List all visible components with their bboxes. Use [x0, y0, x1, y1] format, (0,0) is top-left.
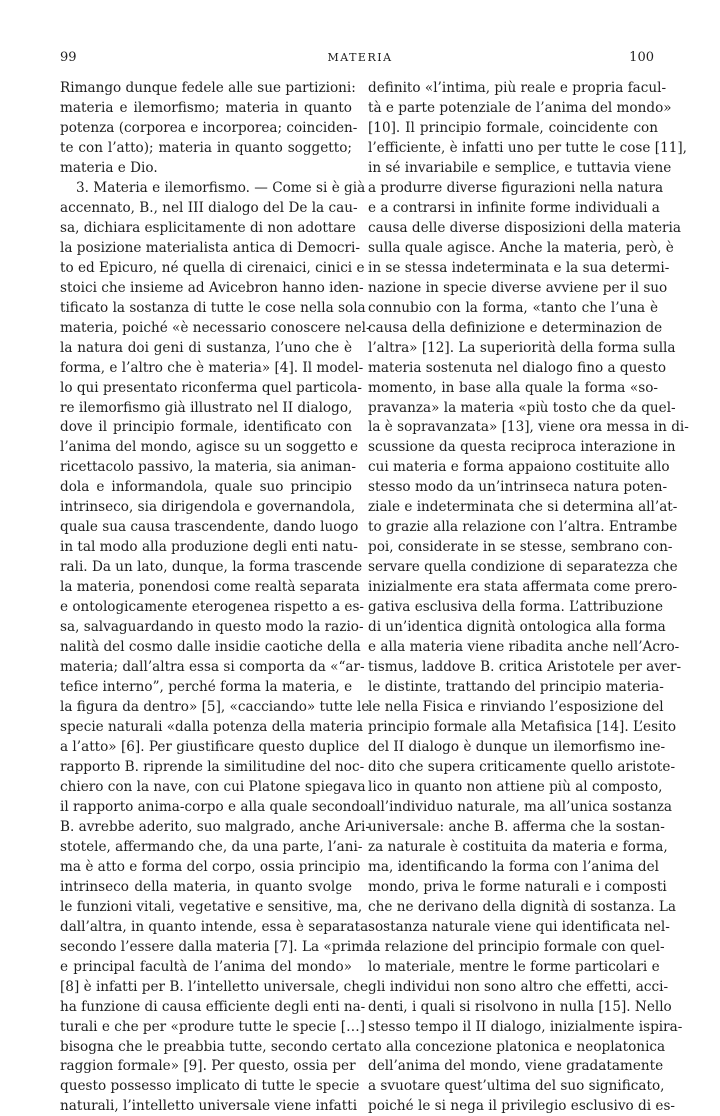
text-line: sulla quale agisce. Anche la materia, però, è	[368, 239, 674, 256]
text-line: mondo, priva le forme naturali e i composti	[368, 878, 667, 895]
text-line: tefice interno”, perché forma la materia, e	[60, 679, 353, 696]
text-line: denti, i quali si risolvono in nulla [15]. Nello	[368, 998, 672, 1015]
text-line: la relazione del principio formale con quel-	[368, 938, 665, 955]
text-line: pravanza» la materia «più tosto che da quel-	[368, 399, 676, 416]
text-line: nalità del cosmo dalle insidie caotiche della	[60, 639, 361, 656]
text-line: secondo l’essere dalla materia [7]. La «prima	[60, 938, 373, 955]
text-line: in tal modo alla produzione degli enti natu-	[60, 539, 358, 556]
text-line: turali e che per «produre tutte le specie […]	[60, 1018, 365, 1035]
running-head: MATERIA	[327, 51, 393, 64]
text-line: le distinte, trattando del principio materia-	[368, 679, 664, 696]
text-line: causa delle diverse disposizioni della materia	[368, 219, 681, 236]
text-line: scussione da questa reciproca interazione in	[368, 439, 676, 456]
text-line: il rapporto anima-corpo e alla quale secondo	[60, 798, 369, 815]
text-line: l’altra» [12]. La superiorità della forma sulla	[368, 339, 676, 356]
text-line: in se stessa indeterminata e la sua determi-	[368, 259, 670, 276]
text-line: inizialmente era stata affermata come prero-	[368, 579, 678, 596]
text-line: to alla concezione platonica e neoplatonica	[368, 1038, 666, 1055]
text-line: gli individui non sono altro che effetti, acci-	[368, 978, 669, 995]
text-line: intrinseco, sia dirigendola e governandola,	[60, 499, 356, 516]
text-line: rali. Da un lato, dunque, la forma trascende	[60, 559, 363, 576]
text-line: causa della definizione e determinazion de	[368, 319, 663, 336]
text-line: bisogna che le preabbia tutte, secondo certa	[60, 1038, 368, 1055]
text-line: lo qui presentato riconferma quel particola-	[60, 379, 362, 396]
text-line: servare quella condizione di separatezza che	[368, 559, 678, 576]
text-line: l’anima del mondo, agisce su un soggetto e	[60, 439, 359, 456]
text-line: nazione in specie diverse avviene per il suo	[368, 279, 668, 296]
text-line: lico in quanto non attiene più al composto,	[368, 778, 663, 795]
text-line: le funzioni vitali, vegetative e sensitive, ma,	[60, 898, 363, 915]
text-line: momento, in base alla quale la forma «so-	[368, 379, 658, 396]
text-line: questo possesso implicato di tutte le specie	[60, 1078, 360, 1095]
text-line: raggion formale» [9]. Per questo, ossia per	[60, 1058, 356, 1075]
text-line: za naturale è costituita da materia e forma,	[368, 838, 668, 855]
text-line: la materia, ponendosi come realtà separata	[60, 579, 360, 596]
right-text-column	[368, 78, 689, 1115]
text-line: poi, considerate in se stesse, sembrano con-	[368, 539, 673, 556]
text-line: la natura doi geni di sustanza, l’uno che è	[60, 339, 352, 356]
text-line: [8] è infatti per B. l’intelletto universale, che	[60, 978, 369, 995]
text-line: principio formale alla Metafisica [14]. L’esito	[368, 719, 677, 735]
text-line: connubio con la forma, «tanto che l’una è	[368, 299, 658, 316]
text-line: re ilemorfismo già illustrato nel II dialogo,	[60, 399, 353, 416]
text-line: Rimango dunque fedele alle sue partizioni:	[60, 80, 356, 96]
text-line: in sé invariabile e semplice, e tuttavia viene	[368, 159, 672, 176]
text-line: sa, salvaguardando in questo modo la razio-	[60, 619, 364, 636]
text-line: dito che supera criticamente quello aristote-	[368, 758, 676, 775]
text-line: potenza (corporea e incorporea; coinciden-	[60, 119, 358, 136]
text-line: a l’atto» [6]. Per giustificare questo duplice	[60, 738, 360, 755]
text-line: [10]. Il principio formale, coincidente con	[368, 119, 658, 136]
text-line: dell’anima del mondo, viene gradatamente	[368, 1058, 664, 1075]
text-line: accennato, B., nel III dialogo del De la cau-	[60, 199, 358, 216]
text-line: del II dialogo è dunque un ilemorfismo ine-	[368, 738, 666, 755]
text-line: stesso modo da un’intrinseca natura poten-	[368, 479, 668, 496]
text-line: di un’identica dignità ontologica alla forma	[368, 619, 666, 636]
text-line: te con l’atto); materia in quanto soggetto;	[60, 139, 352, 156]
text-line: e principal facultà de l’anima del mondo»	[60, 958, 352, 975]
text-line: definito «l’intima, più reale e propria facul-	[368, 80, 667, 96]
left-text-column	[60, 78, 373, 1115]
text-line: specie naturali «dalla potenza della materia	[60, 719, 364, 735]
text-line: a svuotare quest’ultima del suo significato,	[368, 1078, 665, 1095]
text-line: rapporto B. riprende la similitudine del noc-	[60, 758, 365, 775]
text-line: dola e informandola, quale suo principio	[60, 479, 352, 496]
right-page-number: 100	[629, 50, 654, 65]
text-line: l’efficiente, è infatti uno per tutte le cose [11],	[368, 139, 687, 156]
text-line: intrinseco della materia, in quanto svolge	[60, 878, 352, 895]
text-line: all’individuo naturale, ma all’unica sostanza	[368, 798, 673, 815]
text-line: sa, dichiara esplicitamente di non adottare	[60, 219, 356, 236]
text-line: tà e parte potenziale de l’anima del mondo»	[368, 99, 672, 116]
text-line: ricettacolo passivo, la materia, sia animan-	[60, 459, 356, 476]
text-line: materia; dall’altra essa si comporta da «“ar-	[60, 659, 365, 676]
text-line: chiero con la nave, con cui Platone spiegava	[60, 778, 366, 795]
text-line: dall’altra, in quanto intende, essa è separata	[60, 918, 369, 935]
text-line: to ed Epicuro, né quella di cirenaici, cinici e	[60, 259, 365, 276]
text-line: che ne derivano della dignità di sostanza. La	[368, 898, 676, 915]
text-line: poiché le si nega il privilegio esclusivo di es-	[368, 1098, 676, 1115]
text-line: materia sostenuta nel dialogo fino a questo	[368, 359, 667, 376]
text-line: ma, identificando la forma con l’anima del	[368, 858, 660, 875]
text-line: cui materia e forma appaiono costituite allo	[368, 459, 670, 476]
text-line: le nella Fisica e rinviando l’esposizione del	[368, 699, 664, 716]
text-line: ha funzione di causa efficiente degli enti na-	[60, 998, 366, 1015]
page-header	[0, 0, 720, 70]
text-line: lo materiale, mentre le forme particolari e	[368, 958, 660, 975]
left-page-number: 99	[60, 50, 77, 65]
text-line: 3. Materia e ilemorfismo. — Come si è già	[76, 179, 366, 196]
text-line: materia e Dio.	[60, 159, 158, 176]
text-line: dove il principio formale, identificato con	[60, 419, 352, 436]
text-line: sostanza naturale viene qui identificata nel-	[368, 918, 670, 935]
text-line: stotele, affermando che, da una parte, l’ani-	[60, 838, 363, 855]
text-line: stesso tempo il II dialogo, inizialmente ispira-	[368, 1018, 683, 1035]
text-line: forma, e l’altro che è materia» [4]. Il model-	[60, 359, 364, 376]
text-line: stoici che insieme ad Avicebron hanno iden-	[60, 279, 364, 296]
text-line: e ontologicamente eterogenea rispetto a es-	[60, 599, 365, 616]
text-line: tificato la sostanza di tutte le cose nella sola	[60, 299, 366, 316]
text-line: materia e ilemorfismo; materia in quanto	[60, 99, 352, 116]
text-line: quale sua causa trascendente, dando luogo	[60, 519, 359, 536]
text-line: e alla materia viene ribadita anche nell’Acro-	[368, 639, 680, 656]
text-line: e a contrarsi in infinite forme individuali a	[368, 199, 660, 216]
text-line: a produrre diverse figurazioni nella natura	[368, 179, 664, 196]
text-line: la è sopravanzata» [13], viene ora messa in di-	[368, 419, 689, 436]
text-line: materia, poiché «è necessario conoscere nel-	[60, 319, 371, 336]
text-line: gativa esclusiva della forma. L’attribuzione	[368, 599, 664, 616]
text-line: naturali, l’intelletto universale viene infatti	[60, 1098, 358, 1115]
text-line: ziale e indeterminata che si determina all’at-	[368, 499, 678, 516]
text-line: B. avrebbe aderito, suo malgrado, anche Ari-	[60, 818, 370, 835]
text-line: tismus, laddove B. critica Aristotele per aver-	[368, 659, 682, 676]
text-line: la posizione materialista antica di Democri-	[60, 239, 360, 256]
text-line: universale: anche B. afferma che la sostan-	[368, 818, 665, 835]
text-line: la figura da dentro» [5], «cacciando» tutte le	[60, 699, 370, 716]
text-line: ma è atto e forma del corpo, ossia principio	[60, 858, 361, 875]
text-line: to grazie alla relazione con l’altra. Entrambe	[368, 519, 678, 536]
